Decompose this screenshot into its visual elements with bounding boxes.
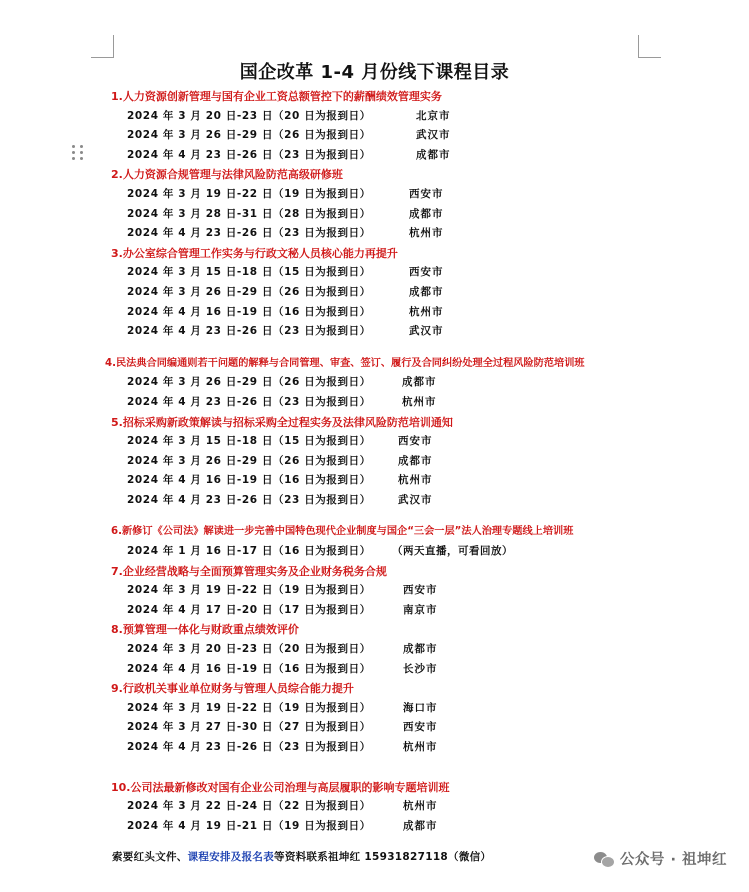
course-section: [0, 562, 749, 621]
schedule-city: 成都市: [398, 454, 433, 467]
schedule-date: 2024 年 3 月 15 日-18 日（15 日为报到日）: [127, 266, 371, 279]
schedule-city: 西安市: [403, 721, 438, 734]
spacer: [0, 510, 749, 522]
footer-link-text[interactable]: 课程安排及报名表: [187, 851, 275, 863]
course-section: [0, 354, 749, 413]
schedule-date: 2024 年 3 月 22 日-24 日（22 日为报到日）: [127, 800, 371, 813]
course-section: [0, 679, 749, 757]
schedule-date: 2024 年 4 月 16 日-19 日（16 日为报到日）: [127, 662, 371, 675]
schedule-date: 2024 年 4 月 23 日-26 日（23 日为报到日）: [127, 493, 371, 506]
schedule-city: 成都市: [416, 148, 451, 161]
schedule-row: [0, 185, 749, 205]
schedule-city: 杭州市: [403, 800, 438, 813]
schedule-note: （两天直播，可看回放）: [392, 545, 513, 558]
schedule-row: [0, 738, 749, 758]
spacer: [0, 758, 749, 778]
page-corner-mark-top-right: [638, 35, 661, 58]
schedule-date: 2024 年 3 月 28 日-31 日（28 日为报到日）: [127, 207, 371, 220]
schedule-city: 武汉市: [409, 325, 444, 338]
schedule-row: [0, 660, 749, 680]
schedule-date: 2024 年 4 月 19 日-21 日（19 日为报到日）: [127, 819, 371, 832]
schedule-date: 2024 年 3 月 19 日-22 日（19 日为报到日）: [127, 584, 371, 597]
schedule-city: 杭州市: [409, 227, 444, 240]
course-heading: 6.新修订《公司法》解读进一步完善中国特色现代企业制度与国企“三会一层”法人治理专题线上培训班: [111, 526, 574, 538]
course-section: [0, 165, 749, 243]
schedule-date: 2024 年 3 月 27 日-30 日（27 日为报到日）: [127, 721, 371, 734]
course-heading: 8.预算管理一体化与财政重点绩效评价: [111, 623, 299, 637]
schedule-row: [0, 322, 749, 342]
schedule-row: [0, 797, 749, 817]
schedule-row: [0, 263, 749, 283]
schedule-date: 2024 年 3 月 20 日-23 日（20 日为报到日）: [127, 643, 371, 656]
schedule-row: [0, 146, 749, 166]
document-title: 国企改革 1-4 月份线下课程目录: [239, 62, 510, 83]
schedule-city: 西安市: [409, 266, 444, 279]
course-heading: 4.民法典合同编通则若干问题的解释与合同管理、审查、签订、履行及合同纠纷处理全过程风险防范培训班: [105, 357, 585, 369]
schedule-row: [0, 817, 749, 837]
schedule-city: 海口市: [403, 701, 438, 714]
schedule-city: 杭州市: [409, 305, 444, 318]
course-heading: 9.行政机关事业单位财务与管理人员综合能力提升: [111, 682, 354, 696]
course-heading: 10.公司法最新修改对国有企业公司治理与高层履职的影响专题培训班: [111, 780, 450, 794]
spacer: [0, 342, 749, 354]
schedule-row: [0, 718, 749, 738]
wechat-icon: [594, 851, 614, 867]
schedule-row: [0, 126, 749, 146]
course-section: [0, 522, 749, 561]
schedule-city: 西安市: [398, 435, 433, 448]
schedule-date: 2024 年 4 月 16 日-19 日（16 日为报到日）: [127, 474, 371, 487]
schedule-row: [0, 699, 749, 719]
schedule-date: 2024 年 3 月 20 日-23 日（20 日为报到日）: [127, 109, 371, 122]
schedule-date: 2024 年 4 月 17 日-20 日（17 日为报到日）: [127, 603, 371, 616]
wechat-watermark: [594, 848, 727, 869]
footer-contact-text: 等资料联系祖坤红 15931827118（微信）: [274, 851, 492, 863]
course-section: [0, 413, 749, 511]
course-heading: 1.人力资源创新管理与国有企业工资总额管控下的薪酬绩效管理实务: [111, 90, 442, 103]
schedule-date: 2024 年 4 月 23 日-26 日（23 日为报到日）: [127, 148, 371, 161]
schedule-date: 2024 年 1 月 16 日-17 日（16 日为报到日）: [127, 545, 371, 558]
schedule-date: 2024 年 4 月 23 日-26 日（23 日为报到日）: [127, 741, 371, 753]
course-section: [0, 244, 749, 342]
schedule-city: 长沙市: [403, 662, 438, 675]
schedule-city: 杭州市: [402, 395, 437, 408]
schedule-row: [0, 452, 749, 472]
schedule-city: 武汉市: [398, 493, 433, 506]
course-heading: 5.招标采购新政策解读与招标采购全过程实务及法律风险防范培训通知: [111, 415, 453, 429]
schedule-date: 2024 年 3 月 26 日-29 日（26 日为报到日）: [127, 285, 371, 298]
schedule-row: [0, 303, 749, 323]
schedule-city: 成都市: [403, 643, 438, 656]
schedule-row: [0, 601, 749, 621]
schedule-city: 南京市: [403, 603, 438, 616]
schedule-row: [0, 107, 749, 127]
course-section: [0, 778, 749, 837]
course-heading: 7.企业经营战略与全面预算管理实务及企业财务税务合规: [111, 564, 387, 578]
course-heading: 2.人力资源合规管理与法律风险防范高级研修班: [111, 168, 343, 182]
watermark-text: 公众号 · 祖坤红: [619, 852, 727, 868]
schedule-city: 西安市: [403, 584, 438, 597]
schedule-row: [0, 393, 749, 413]
schedule-row: [0, 542, 749, 562]
schedule-city: 成都市: [403, 819, 438, 832]
page-corner-mark-top-left: [91, 35, 114, 58]
schedule-date: 2024 年 3 月 26 日-29 日（26 日为报到日）: [127, 454, 371, 467]
schedule-row: [0, 491, 749, 511]
course-list: [0, 87, 749, 836]
schedule-city: 武汉市: [416, 129, 451, 142]
course-heading: 3.办公室综合管理工作实务与行政文秘人员核心能力再提升: [111, 246, 398, 260]
contact-footer: [112, 849, 491, 864]
course-section: [0, 87, 749, 165]
schedule-row: [0, 471, 749, 491]
schedule-row: [0, 432, 749, 452]
schedule-date: 2024 年 4 月 16 日-19 日（16 日为报到日）: [127, 305, 371, 318]
schedule-city: 杭州市: [403, 741, 438, 753]
schedule-row: [0, 283, 749, 303]
schedule-date: 2024 年 4 月 23 日-26 日（23 日为报到日）: [127, 395, 371, 408]
schedule-date: 2024 年 4 月 23 日-26 日（23 日为报到日）: [127, 325, 371, 338]
schedule-city: 西安市: [409, 187, 444, 200]
schedule-row: [0, 373, 749, 393]
schedule-row: [0, 640, 749, 660]
schedule-date: 2024 年 3 月 19 日-22 日（19 日为报到日）: [127, 187, 371, 200]
schedule-row: [0, 581, 749, 601]
footer-text-prefix: 索要红头文件、: [112, 851, 188, 863]
schedule-date: 2024 年 3 月 19 日-22 日（19 日为报到日）: [127, 701, 371, 714]
schedule-city: 成都市: [402, 376, 437, 389]
schedule-row: [0, 224, 749, 244]
course-section: [0, 620, 749, 679]
schedule-city: 成都市: [409, 285, 444, 298]
schedule-date: 2024 年 3 月 26 日-29 日（26 日为报到日）: [127, 129, 371, 142]
schedule-city: 成都市: [409, 207, 444, 220]
schedule-city: 杭州市: [398, 474, 433, 487]
schedule-date: 2024 年 3 月 26 日-29 日（26 日为报到日）: [127, 376, 371, 389]
schedule-date: 2024 年 4 月 23 日-26 日（23 日为报到日）: [127, 227, 371, 240]
schedule-date: 2024 年 3 月 15 日-18 日（15 日为报到日）: [127, 435, 371, 448]
schedule-city: 北京市: [416, 109, 451, 122]
schedule-row: [0, 205, 749, 225]
